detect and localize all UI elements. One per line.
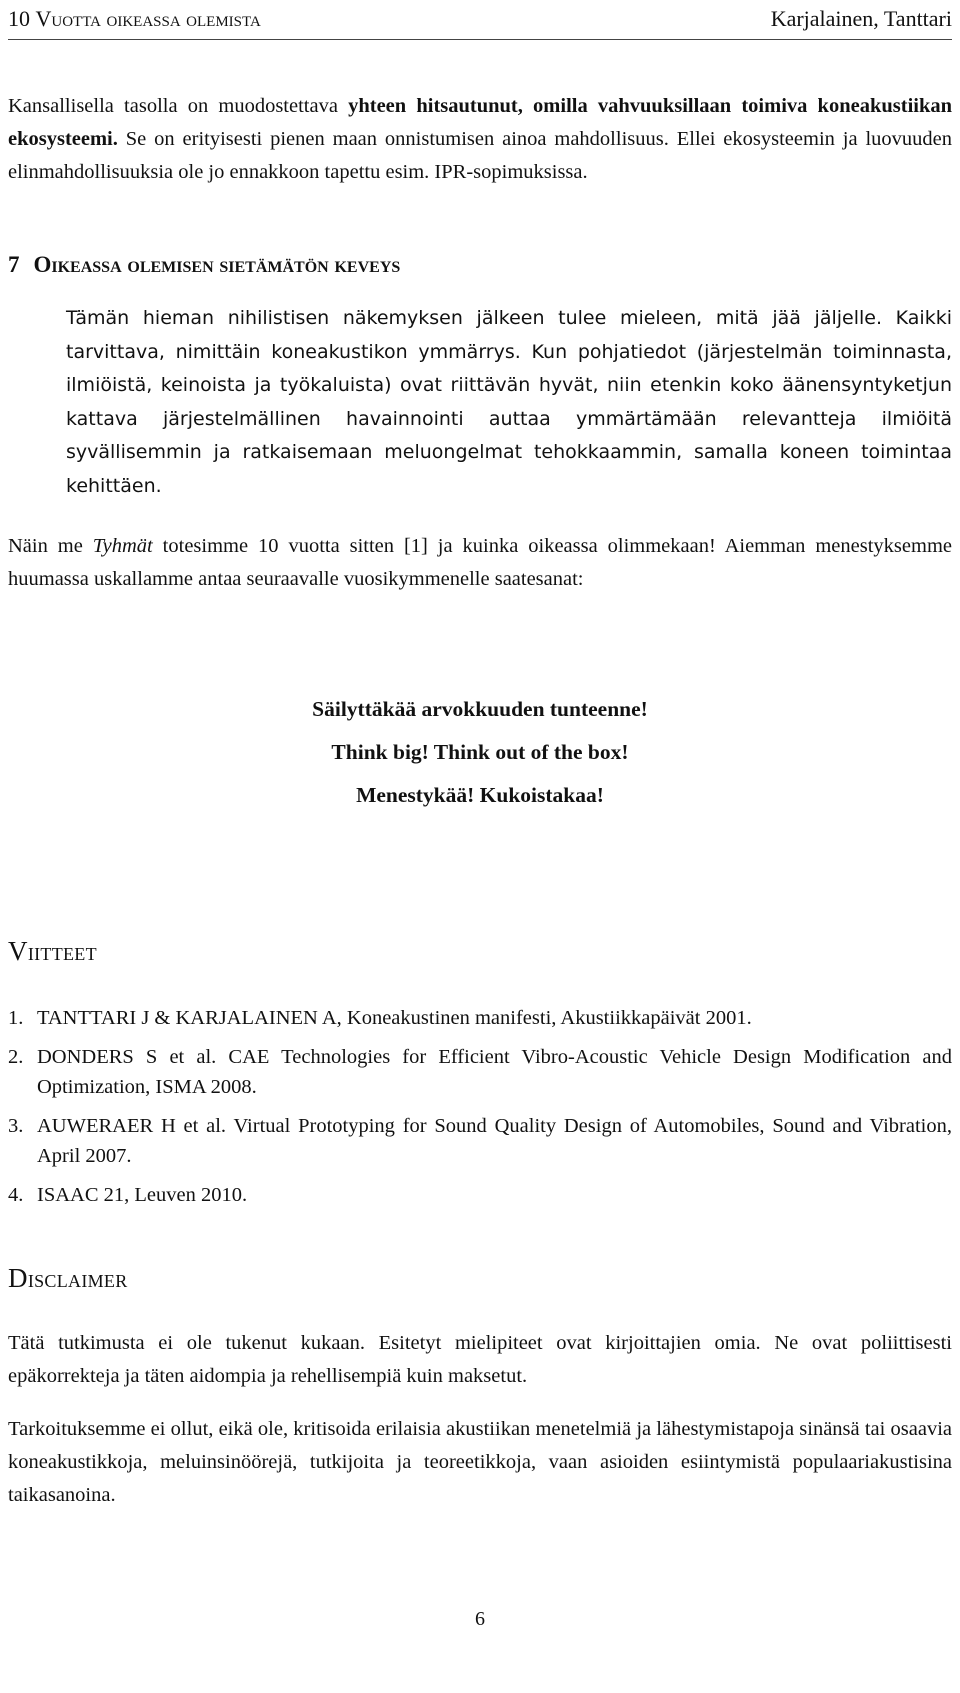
references-heading-initial: V [8,936,28,966]
header-rule [8,39,952,40]
disclaimer-paragraph-2: Tarkoituksemme ei ollut, eikä ole, kritisoida erilaisia akustiikan menetelmiä ja lähestymistapoja sinänsä tai osaavia koneakustikkoja, meluinsinöörejä, tutkijoita ja teoreetikkoja, vaan asioiden esiintymistä populaariakustisina taikasanoina. [8,1418,952,1506]
reference-item [8,1180,952,1210]
section-7-heading [8,252,400,278]
header-title: Vuotta oikeassa olemista [35,6,261,31]
page-number: 6 [475,1608,485,1630]
reference-text: ISAAC 21, Leuven 2010. [37,1184,248,1206]
section-7-paragraph-2 [8,530,952,596]
disclaimer-heading-initial: D [8,1263,28,1293]
reference-number: 4. [8,1184,24,1206]
section-7-sans-text: Tämän hieman nihilistisen näkemyksen jälkeen tulee mieleen, mitä jää jäljelle. Kaikki tarvittava, nimittäin koneakustikon ymmärrys. [66,307,952,363]
section-7-number: 7 [8,252,20,277]
references-heading [8,936,97,967]
reference-item [8,1111,952,1171]
section-7-paragraph-1 [66,302,952,503]
reference-item [8,1042,952,1102]
header-volume-number: 10 [8,6,30,31]
running-header [8,0,952,38]
reference-text: AUWERAER H et al. Virtual Prototyping for Sound Quality Design of Automobiles, Sound and Vibration, April 2007. [37,1115,952,1167]
intro-text-start: Kansallisella tasolla on muodostettava [8,95,349,117]
disclaimer-heading-rest: isclaimer [27,1266,128,1293]
para2-start: Näin me [8,535,93,557]
section-7-sans-continued: Kun pohjatiedot (järjestelmän toiminnasta, ilmiöistä, keinoista ja työkaluista) ovat riittävän hyvät, niin etenkin koko äänensyntyketjun kattava järjestelmällinen havainnointi auttaa ymmärtämään relevantteja ilmiöitä syvällisemmin ja ratkaisemaan meluongelmat tehokkaammin, samalla koneen toimintaa kehittäen. [66,340,952,497]
para2-end: totesimme 10 vuotta sitten [1] ja kuinka oikeassa olimmekaan! Aiemman menestyksemme huumassa uskallamme antaa seuraavalle vuosikymmenelle saatesanat: [8,535,952,590]
intro-emphasis: yhteen hitsautunut, omilla vahvuuksillaan toimiva koneakustiikan ekosysteemi. [8,95,953,150]
intro-text-end: Se on erityisesti pienen maan onnistumisen ainoa mahdollisuus. Ellei ekosysteemin ja luovuuden elinmahdollisuuksia ole jo ennakkoon tapettu esim. IPR-sopimuksissa. [8,128,952,183]
reference-number: 3. [8,1115,24,1137]
header-left [8,6,261,32]
reference-number: 1. [8,1007,24,1029]
quote-3: Menestykää! Kukoistakaa! [356,783,604,807]
disclaimer-heading [8,1263,128,1294]
reference-number: 2. [8,1046,24,1068]
section-7-title: Oikeassa olemisen sietämätön keveys [33,252,401,277]
disclaimer-paragraph-1: Tätä tutkimusta ei ole tukenut kukaan. Esitetyt mielipiteet ovat kirjoittajien omia. Ne ovat poliittisesti epäkorrekteja ja täten aidompia ja rehellisempiä kuin maksetut. [8,1332,952,1387]
references-list [8,1003,952,1219]
header-authors: Karjalainen, Tanttari [770,6,952,31]
quote-2: Think big! Think out of the box! [331,740,629,764]
reference-item [8,1003,952,1033]
references-heading-rest: iitteet [27,939,97,966]
quote-1: Säilyttäkää arvokkuuden tunteenne! [312,697,648,721]
reference-text: TANTTARI J & KARJALAINEN A, Koneakustinen manifesti, Akustiikkapäivät 2001. [37,1007,752,1029]
reference-text: DONDERS S et al. CAE Technologies for Efficient Vibro-Acoustic Vehicle Design Modification and Optimization, ISMA 2008. [37,1046,952,1098]
intro-paragraph [8,90,952,189]
para2-italic: Tyhmät [92,535,153,557]
